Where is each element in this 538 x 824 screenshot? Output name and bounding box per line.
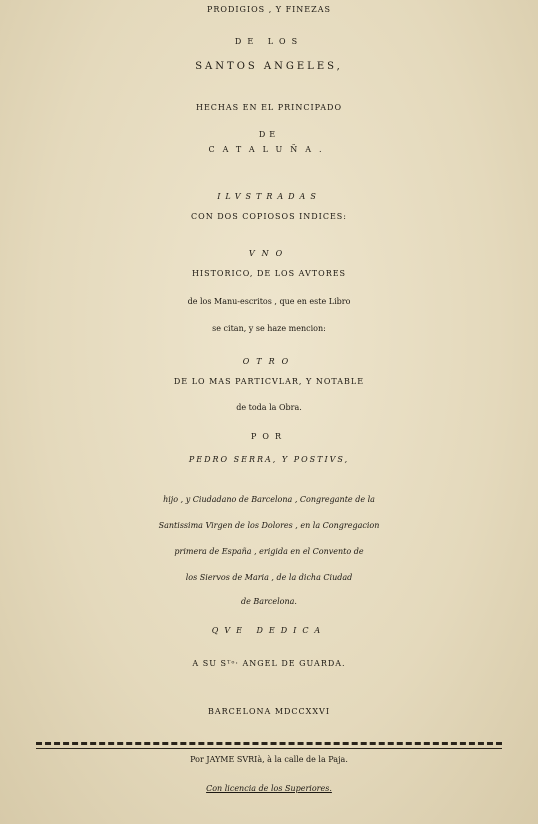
- title-line-otro: OTRO: [242, 357, 296, 366]
- title-line-manuscritos: de los Manu-escritos , que en este Libro: [187, 297, 351, 306]
- imprint-rule-thin: [36, 748, 502, 749]
- title-line-de-los: DE LOS: [234, 37, 304, 46]
- title-line-se-citan: se citan, y se haze mencion:: [212, 324, 326, 333]
- title-line-cataluna: CATALUÑA.: [208, 145, 330, 154]
- title-line-particular: DE LO MAS PARTICVLAR, Y NOTABLE: [173, 377, 365, 386]
- imprint-printer: Por JAYME SVRIà, à la calle de la Paja.: [190, 755, 348, 764]
- imprint-rule-top: [36, 742, 502, 745]
- imprint-license: Con licencia de los Superiores.: [206, 784, 332, 793]
- author-description-5: de Barcelona.: [241, 597, 297, 606]
- title-line-ilustradas: ILVSTRADAS: [217, 192, 321, 201]
- author-description-1: hijo , y Ciudadano de Barcelona , Congregante de la: [163, 495, 375, 504]
- title-line-hechas: HECHAS EN EL PRINCIPADO: [195, 103, 343, 112]
- title-line-de: DE: [258, 130, 280, 139]
- author-description-4: los Siervos de Maria , de la dicha Ciudad: [185, 573, 353, 582]
- author-description-2: Santissima Virgen de los Dolores , en la Congregacion: [158, 521, 380, 530]
- author-description-3: primera de España , erigida en el Convento de: [174, 547, 364, 556]
- author-name: PEDRO SERRA, Y POSTIVS,: [188, 455, 350, 464]
- dedication-que-dedica: QVE DEDICA: [211, 626, 327, 635]
- imprint-place-date: BARCELONA MDCCXXVI: [207, 707, 330, 716]
- title-line-con-dos-indices: CON DOS COPIOSOS INDICES:: [191, 212, 347, 221]
- dedication-angel-de-guarda: A SU Sᵀᵒ· ANGEL DE GUARDA.: [192, 659, 346, 668]
- title-line-por: POR: [251, 432, 287, 441]
- title-line-santos-angeles: SANTOS ANGELES,: [195, 61, 343, 72]
- title-line-historico: HISTORICO, DE LOS AVTORES: [191, 269, 347, 278]
- title-line-uno: VNO: [248, 249, 290, 258]
- title-line-toda-la-obra: de toda la Obra.: [236, 403, 302, 412]
- title-line-prodigios: PRODIGIOS , Y FINEZAS: [207, 5, 331, 14]
